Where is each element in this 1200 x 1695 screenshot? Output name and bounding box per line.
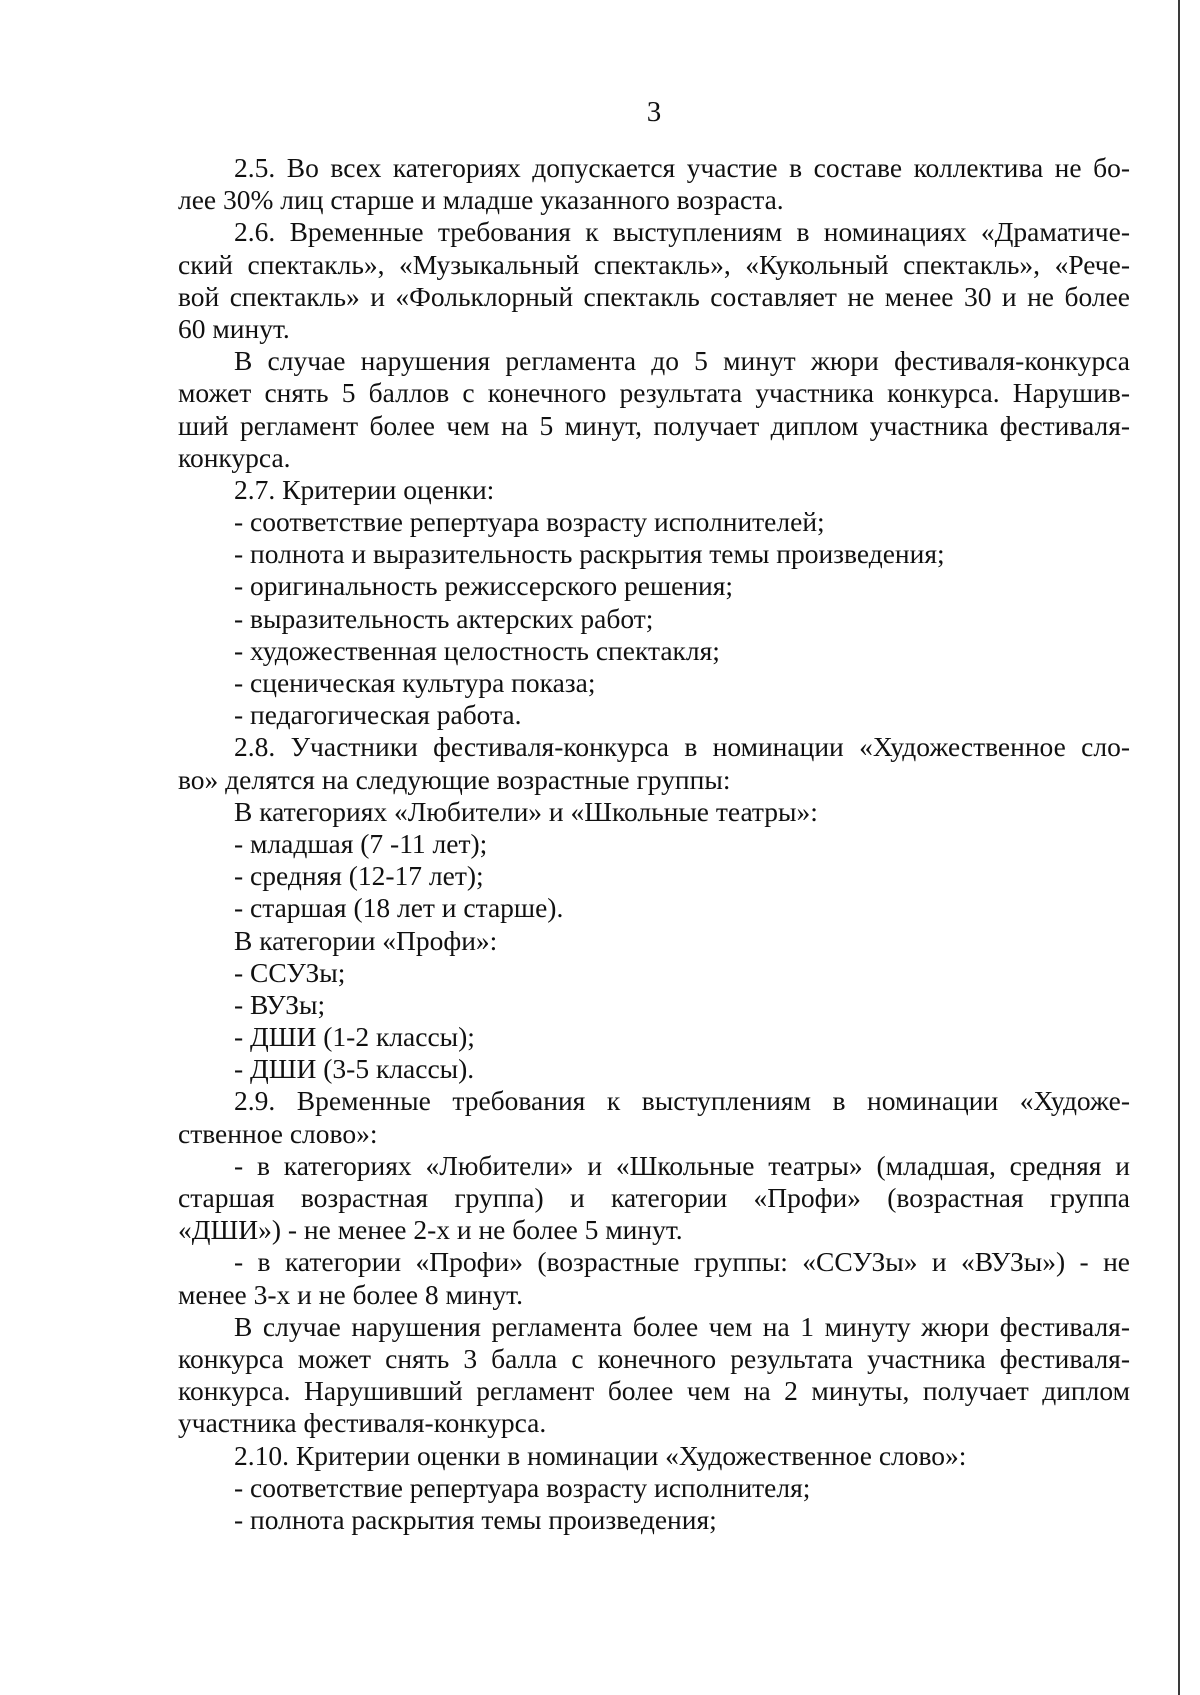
text-line: 2.5. Во всех категориях допускается участие в составе коллектива не бо- (234, 152, 1130, 183)
text-line: 2.9. Временные требования к выступлениям в номинации «Художе- (234, 1085, 1130, 1117)
text-line: - художественная целостность спектакля; (234, 634, 720, 666)
text-line: - выразительность актерских работ; (234, 602, 654, 634)
text-line: - ВУЗы; (234, 988, 326, 1020)
text-line: может снять 5 баллов с конечного результата участника конкурса. Нарушив- (178, 377, 1130, 409)
text-line: ший регламент более чем на 5 минут, получает диплом участника фестиваля- (178, 409, 1130, 441)
text-line: - средняя (12-17 лет); (234, 860, 484, 892)
text-line: - соответствие репертуара возрасту исполнителей; (234, 506, 825, 538)
text-line: - полнота и выразительность раскрытия темы произведения; (234, 538, 945, 570)
text-line: - сценическая культура показа; (234, 667, 596, 698)
text-line: конкурса может снять 3 балла с конечного результата участника фестиваля- (178, 1342, 1130, 1374)
text-line: 2.6. Временные требования к выступлениям в номинациях «Драматиче- (234, 216, 1130, 248)
text-line: конкурса. Нарушивший регламент более чем на 2 минуты, получает диплом (178, 1375, 1130, 1407)
text-line: - ДШИ (1-2 классы); (234, 1021, 475, 1053)
text-line: ский спектакль», «Музыкальный спектакль», «Кукольный спектакль», «Рече- (178, 248, 1130, 280)
text-line: В случае нарушения регламента более чем на 1 минуту жюри фестиваля- (234, 1310, 1130, 1342)
text-line: вой спектакль» и «Фольклорный спектакль составляет не менее 30 и не более (178, 280, 1130, 312)
text-line: - ДШИ (3-5 классы). (234, 1053, 475, 1085)
text-line: 2.8. Участники фестиваля-конкурса в номинации «Художественное сло- (234, 731, 1130, 763)
text-line: 2.7. Критерии оценки: (234, 473, 495, 505)
text-line: - оригинальность режиссерского решения; (234, 570, 734, 602)
text-line: - в категории «Профи» (возрастные группы: «ССУЗы» и «ВУЗы») - не (234, 1246, 1130, 1278)
text-line: участника фестиваля-конкурса. (178, 1407, 547, 1439)
text-line: - полнота раскрытия темы произведения; (234, 1503, 717, 1535)
text-line: 60 минут. (178, 312, 290, 344)
text-line: В категориях «Любители» и «Школьные театры»: (234, 795, 818, 827)
text-line: - младшая (7 -11 лет); (234, 827, 488, 859)
text-line: старшая возрастная группа) и категории «Профи» (возрастная группа (178, 1182, 1130, 1213)
text-line: лее 30% лиц старше и младше указанного возраста. (178, 184, 784, 216)
text-line: В категории «Профи»: (234, 924, 498, 956)
text-line: 2.10. Критерии оценки в номинации «Художественное слово»: (234, 1439, 967, 1471)
page-number: 3 (646, 96, 662, 128)
text-line: ственное слово»: (178, 1117, 378, 1149)
document-body (178, 152, 1130, 1536)
text-line: В случае нарушения регламента до 5 минут жюри фестиваля-конкурса (234, 345, 1130, 377)
text-line: - старшая (18 лет и старше). (234, 892, 564, 924)
text-line: - педагогическая работа. (234, 699, 522, 731)
text-line: - ССУЗы; (234, 956, 346, 988)
page-edge-line (1178, 0, 1180, 1695)
text-line: «ДШИ») - не менее 2-х и не более 5 минут. (178, 1214, 683, 1246)
text-line: во» делятся на следующие возрастные группы: (178, 763, 731, 795)
text-line: - в категориях «Любители» и «Школьные театры» (младшая, средняя и (234, 1149, 1130, 1181)
text-line: - соответствие репертуара возрасту исполнителя; (234, 1471, 811, 1503)
text-line: конкурса. (178, 441, 291, 473)
text-line: менее 3-х и не более 8 минут. (178, 1278, 523, 1310)
